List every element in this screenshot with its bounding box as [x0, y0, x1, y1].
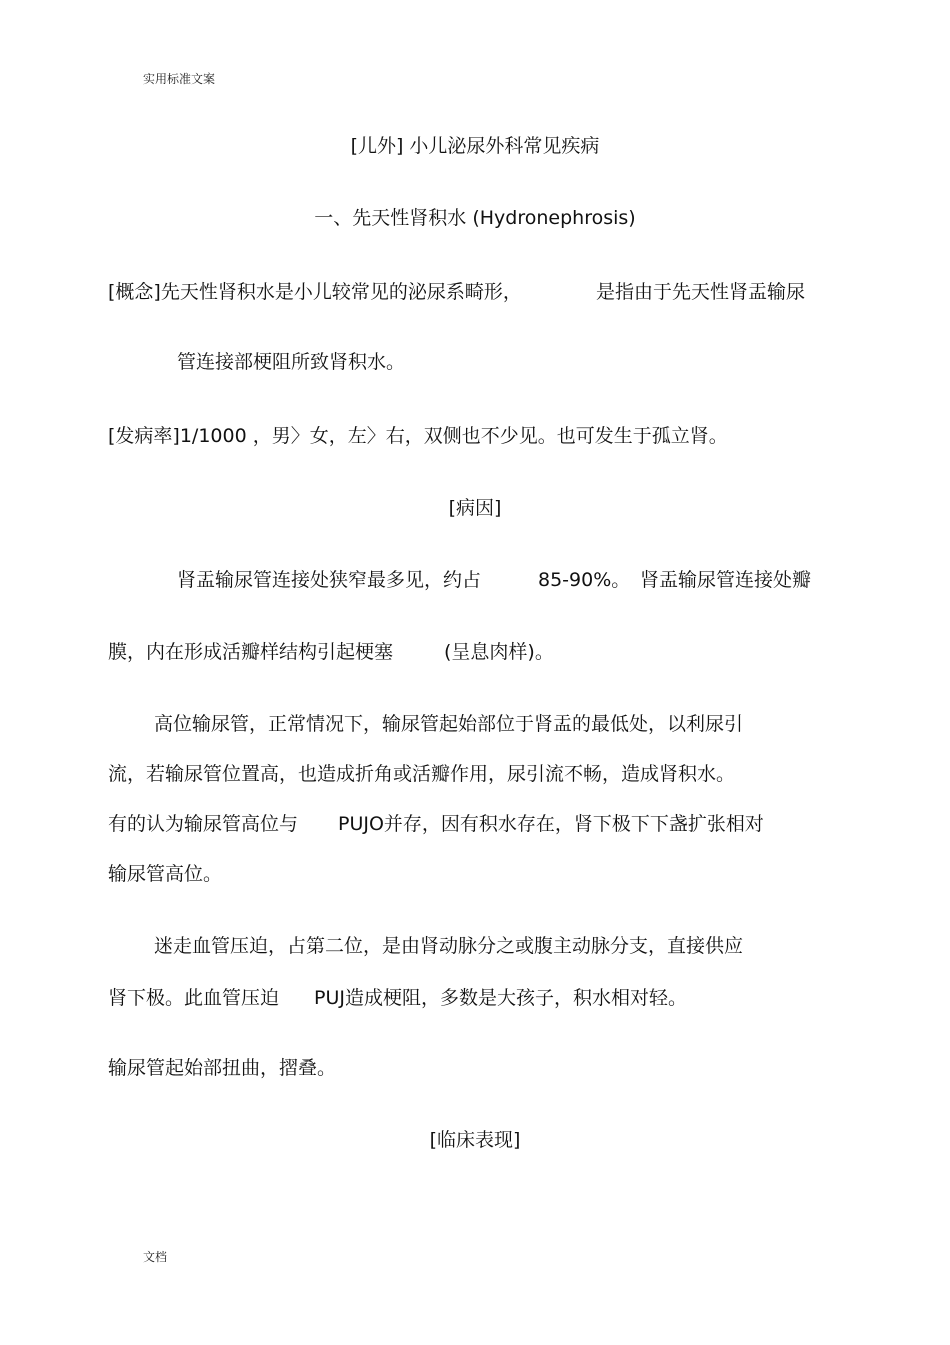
etiology-p2-line-4: 输尿管高位。 — [108, 863, 223, 885]
document-title: [儿外] 小儿泌尿外科常见疾病 — [350, 135, 600, 157]
etiology-p3-line-2b: PUJ造成梗阻，多数是大孩子，积水相对轻。 — [314, 987, 687, 1009]
section-heading-hydronephrosis: 一、先天性肾积水 (Hydronephrosis) — [314, 207, 636, 229]
concept-text-c: 管连接部梗阻所致肾积水。 — [177, 351, 406, 373]
etiology-heading: [病因] — [448, 497, 502, 519]
etiology-p1-a: 肾盂输尿管连接处狭窄最多见，约占 — [177, 569, 482, 591]
concept-line-1 — [108, 280, 522, 304]
etiology-p2-line-3a: 有的认为输尿管高位与 — [108, 813, 299, 835]
etiology-p2-line-2: 流，若输尿管位置高，也造成折角或活瓣作用，尿引流不畅，造成肾积水。 — [108, 763, 736, 785]
etiology-p3-line-2a: 肾下极。此血管压迫 — [108, 987, 280, 1009]
page-header: 实用标准文案 — [143, 72, 216, 86]
incidence-line — [108, 424, 728, 448]
etiology-p1-b: 85-90%。 — [538, 569, 631, 591]
clinical-heading: [临床表现] — [429, 1129, 521, 1151]
incidence-text: 1/1000 ，男〉女，左〉右，双侧也不少见。也可发生于孤立肾。 — [179, 425, 728, 447]
etiology-p1-d: 膜，内在形成活瓣样结构引起梗塞 — [108, 641, 394, 663]
incidence-label: [发病率] — [108, 425, 180, 447]
concept-label: [概念] — [108, 281, 161, 303]
etiology-p3-line-1: 迷走血管压迫，占第二位，是由肾动脉分之或腹主动脉分支，直接供应 — [154, 935, 744, 957]
etiology-p2-line-1: 高位输尿管，正常情况下，输尿管起始部位于肾盂的最低处，以利尿引 — [154, 713, 744, 735]
etiology-p2-line-3b: PUJO并存，因有积水存在，肾下极下下盏扩张相对 — [338, 813, 764, 835]
etiology-p1-e: (呈息肉样)。 — [444, 641, 554, 663]
etiology-p4: 输尿管起始部扭曲，摺叠。 — [108, 1057, 337, 1079]
concept-text-b: 是指由于先天性肾盂输尿 — [596, 281, 806, 303]
page-footer: 文档 — [143, 1250, 168, 1264]
etiology-p1-c: 肾盂输尿管连接处瓣 — [640, 569, 812, 591]
concept-text-a: 先天性肾积水是小儿较常见的泌尿系畸形， — [160, 281, 522, 303]
